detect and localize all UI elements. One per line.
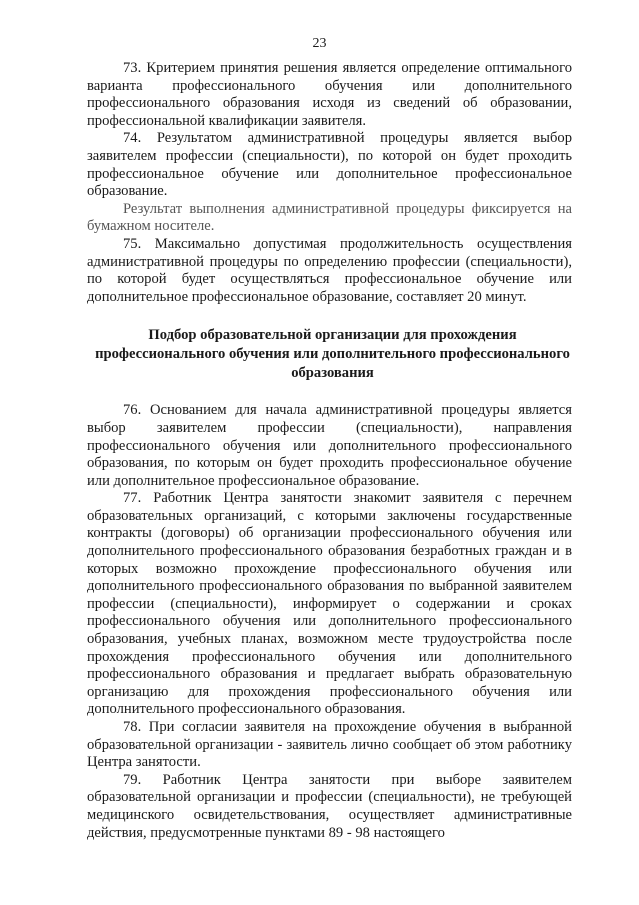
paragraph-75: 75. Максимально допустимая продолжительность осуществления административной процедуры по определению профессии (специальности), по которой будет осуществляться профессиональное обучение или дополнительное профессиональное образование, составляет 20 минут. — [87, 235, 572, 305]
paragraph-74-result: Результат выполнения административной процедуры фиксируется на бумажном носителе. — [87, 200, 572, 235]
paragraph-77: 77. Работник Центра занятости знакомит заявителя с перечнем образовательных организаций, с которыми заключены государственные контракты (договоры) об организации профессионального обучения или дополнительного профессионального образования безработных граждан и в которых возможно прохождение профессионального обучения или дополнительного профессионального образования по выбранной заявителем профессии (специальности), информирует о содержании и сроках профессионального обучения или дополнительного профессионального образования, учебных планах, возможном месте трудоустройства после прохождения профессионального обучения или дополнительного профессионального образования и предлагает выбрать образовательную организацию для прохождения профессионального обучения или дополнительного профессионального образования. — [87, 490, 572, 718]
page-number: 23 — [312, 36, 327, 51]
document-body — [87, 60, 572, 842]
paragraph-73: 73. Критерием принятия решения является определение оптимального варианта профессионального обучения или дополнительного профессионального образования исходя из сведений об образовании, профессиональной квалификации заявителя. — [87, 60, 572, 129]
paragraph-78: 78. При согласии заявителя на прохождение обучения в выбранной образовательной организации - заявитель лично сообщает об этом работнику Центра занятости. — [87, 719, 572, 771]
paragraph-74: 74. Результатом административной процедуры является выбор заявителем профессии (специальности), по которой он будет проходить профессиональное обучение или дополнительное профессиональное образование. — [87, 130, 572, 200]
paragraph-79: 79. Работник Центра занятости при выборе заявителем образовательной организации и профессии (специальности), не требующей медицинского освидетельствования, осуществляет административные действия, предусмотренные пунктами 89 - 98 настоящего — [87, 771, 572, 841]
paragraph-76: 76. Основанием для начала административной процедуры является выбор заявителем профессии (специальности), направления профессионального обучения или дополнительного профессионального образования, по которым он будет проходить профессиональное обучение или дополнительное профессиональное образование. — [87, 402, 572, 489]
section-heading: Подбор образовательной организации для прохождения профессионального обучения или дополнительного профессионального образования — [95, 327, 570, 382]
